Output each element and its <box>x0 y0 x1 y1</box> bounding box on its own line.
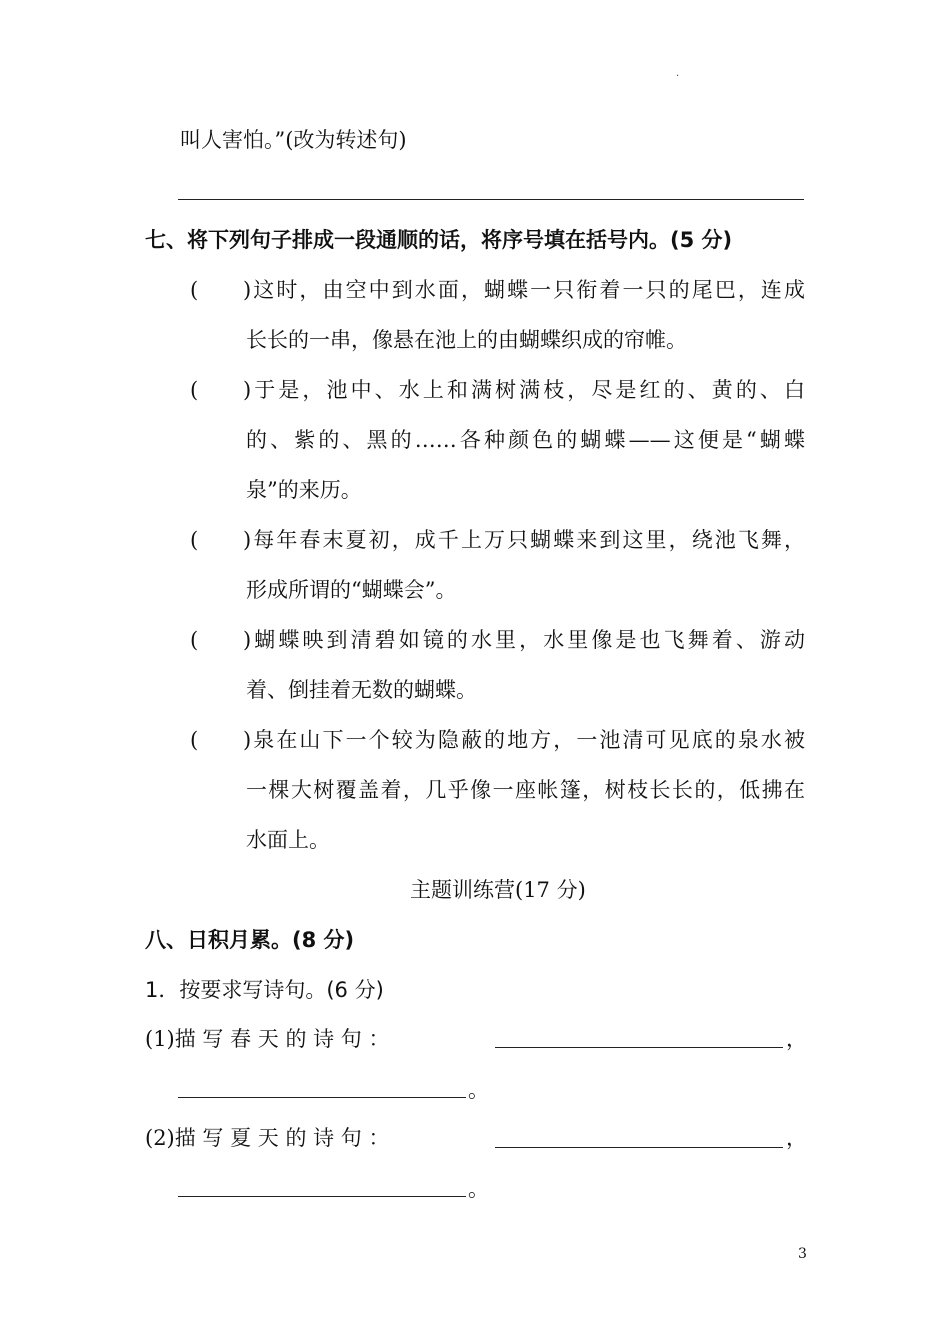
question1: 1．按要求写诗句。(6 分) <box>145 978 384 1002</box>
summer-poem-label: (2)描 写 夏 天 的 诗 句 ： <box>145 1126 390 1150</box>
item2-line2: 的、紫的、黑的……各种颜色的蝴蝶——这便是“蝴蝶 <box>246 428 805 452</box>
item5-line2: 一棵大树覆盖着，几乎像一座帐篷，树枝长长的，低拂在 <box>246 778 805 802</box>
summer-comma: ， <box>786 1126 807 1150</box>
spring-period: 。 <box>468 1078 489 1102</box>
item3-line1: )每年春末夏初，成千上万只蝴蝶来到这里，绕池飞舞， <box>243 528 805 552</box>
spring-poem-line1[interactable] <box>495 1047 783 1048</box>
subtitle: 主题训练营(17 分) <box>410 878 586 902</box>
item4-line2: 着、倒挂着无数的蝴蝶。 <box>246 678 477 702</box>
item2-line3: 泉”的来历。 <box>246 478 362 502</box>
prev-item-text: 叫人害怕。”(改为转述句) <box>180 128 407 152</box>
summer-period: 。 <box>468 1177 489 1201</box>
spring-poem-label: (1)描 写 春 天 的 诗 句 ： <box>145 1027 390 1051</box>
order-paren-open-1: ( <box>190 278 199 302</box>
summer-poem-line1[interactable] <box>495 1147 783 1148</box>
section8-heading: 八、日积月累。(8 分) <box>145 928 355 952</box>
order-paren-open-2: ( <box>190 378 199 402</box>
item5-line3: 水面上。 <box>246 828 330 852</box>
answer-line-rewrite[interactable] <box>178 199 804 200</box>
item1-line1: )这时，由空中到水面，蝴蝶一只衔着一只的尾巴，连成 <box>243 278 805 302</box>
page-number: 3 <box>798 1246 807 1262</box>
item1-line2: 长长的一串，像悬在池上的由蝴蝶织成的帘帷。 <box>246 328 687 352</box>
page-mark: · <box>676 71 680 82</box>
item3-line2: 形成所谓的“蝴蝶会”。 <box>246 578 457 602</box>
summer-poem-line2[interactable] <box>178 1196 466 1197</box>
order-paren-open-3: ( <box>190 528 199 552</box>
item5-line1: )泉在山下一个较为隐蔽的地方，一池清可见底的泉水被 <box>243 728 805 752</box>
item2-line1: )于是，池中、水上和满树满枝，尽是红的、黄的、白 <box>243 378 805 402</box>
section7-heading: 七、将下列句子排成一段通顺的话，将序号填在括号内。(5 分) <box>145 228 733 252</box>
spring-poem-line2[interactable] <box>178 1097 466 1098</box>
order-paren-open-5: ( <box>190 728 199 752</box>
spring-comma: ， <box>786 1027 807 1051</box>
item4-line1: )蝴蝶映到清碧如镜的水里，水里像是也飞舞着、游动 <box>243 628 805 652</box>
order-paren-open-4: ( <box>190 628 199 652</box>
